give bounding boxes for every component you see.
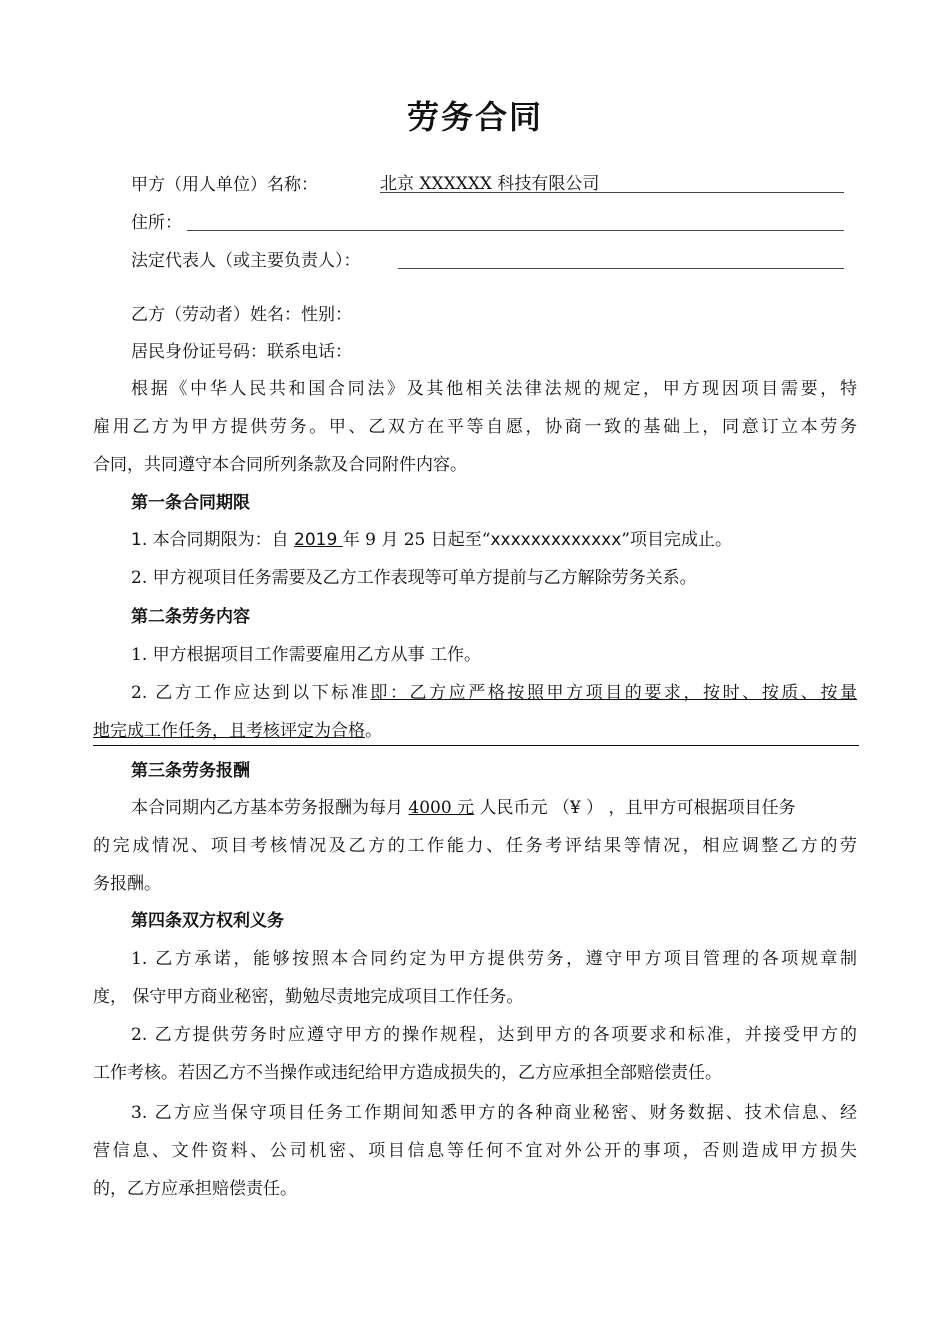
- contract-start-year: 2019: [294, 530, 343, 550]
- article-1-heading: 第一条合同期限: [131, 493, 250, 513]
- party-a-name-label: 甲方（用人单位）名称：: [131, 175, 318, 195]
- party-a-address-field: [187, 210, 844, 231]
- article-3-line-1-suffix: 人民币元 （¥ ） ，且甲方可根据项目任务: [474, 798, 796, 818]
- monthly-salary: 4000 元: [408, 798, 475, 818]
- article-4-item-1-line-1: 1. 乙方承诺，能够按照本合同约定为甲方提供劳务，遵守甲方项目管理的各项规章制: [131, 949, 857, 969]
- article-4-item-1-line-2: 度， 保守甲方商业秘密，勤勉尽责地完成项目工作任务。: [93, 987, 524, 1007]
- article-2-item-1: 1. 甲方根据项目工作需要雇用乙方从事 工作。: [131, 645, 482, 665]
- article-1-item-1-suffix: ”项目完成止。: [621, 530, 732, 550]
- party-b-name-gender: 乙方（劳动者）姓名：性别：: [131, 305, 352, 325]
- document-title: 劳务合同: [406, 98, 543, 136]
- article-4-item-3-line-3: 的，乙方应承担赔偿责任。: [93, 1179, 297, 1199]
- article-4-item-2-line-2: 工作考核。若因乙方不当操作或违纪给甲方造成损失的，乙方应承担全部赔偿责任。: [93, 1063, 722, 1083]
- article-3-line-3: 务报酬。: [93, 874, 161, 894]
- article-2-item-2-line-1: [131, 681, 857, 705]
- intro-line-2: 雇用乙方为甲方提供劳务。甲、乙双方在平等自愿，协商一致的基础上，同意订立本劳务: [93, 417, 857, 437]
- party-a-name-field: [380, 172, 844, 193]
- article-4-heading: 第四条双方权利义务: [131, 911, 284, 931]
- article-3-line-2: 的完成情况、项目考核情况及乙方的工作能力、任务考评结果等情况，相应调整乙方的劳: [93, 836, 857, 856]
- intro-line-3: 合同，共同遵守本合同所列条款及合同附件内容。: [93, 455, 467, 475]
- article-2-item-2-line-2: [93, 719, 382, 743]
- work-standard-part-2: 地完成工作任务，且考核评定为合格: [93, 721, 365, 741]
- party-b-id-phone: 居民身份证号码：联系电话：: [131, 342, 352, 362]
- party-a-rep-field: [398, 248, 844, 269]
- article-3-heading: 第三条劳务报酬: [131, 761, 250, 781]
- article-3-line-1-prefix: 本合同期内乙方基本劳务报酬为每月: [131, 798, 409, 818]
- section-divider: [93, 745, 859, 746]
- party-a-rep-label: 法定代表人（或主要负责人）：: [131, 251, 361, 271]
- article-1-item-1-prefix: 1. 本合同期限为：自: [131, 530, 295, 550]
- article-2-item-2-prefix: 2. 乙方工作应达到以下标准: [131, 683, 371, 703]
- article-2-heading: 第二条劳务内容: [131, 607, 250, 627]
- project-name: xxxxxxxxxxxxx: [490, 530, 622, 550]
- work-standard-end: 。: [365, 721, 382, 741]
- work-standard-part-1: 即：乙方应严格按照甲方项目的要求，按时、按质、按量: [370, 683, 858, 703]
- article-4-item-3-line-2: 营信息、文件资料、公司机密、项目信息等任何不宜对外公开的事项，否则造成甲方损失: [93, 1141, 857, 1161]
- party-a-name-value: 北京 XXXXXX 科技有限公司: [380, 174, 600, 194]
- party-a-address-label: 住所：: [131, 213, 182, 233]
- article-1-item-1-mid: 年 9 月 25 日起至“: [342, 530, 491, 550]
- article-1-item-1: [131, 528, 732, 552]
- article-4-item-2-line-1: 2. 乙方提供劳务时应遵守甲方的操作规程，达到甲方的各项要求和标准，并接受甲方的: [131, 1025, 857, 1045]
- intro-line-1: 根据《中华人民共和国合同法》及其他相关法律法规的规定，甲方现因项目需要，特: [131, 379, 857, 399]
- article-3-line-1: [131, 796, 796, 820]
- article-1-item-2: 2. 甲方视项目任务需要及乙方工作表现等可单方提前与乙方解除劳务关系。: [131, 568, 697, 588]
- article-4-item-3-line-1: 3. 乙方应当保守项目任务工作期间知悉甲方的各种商业秘密、财务数据、技术信息、经: [131, 1103, 857, 1123]
